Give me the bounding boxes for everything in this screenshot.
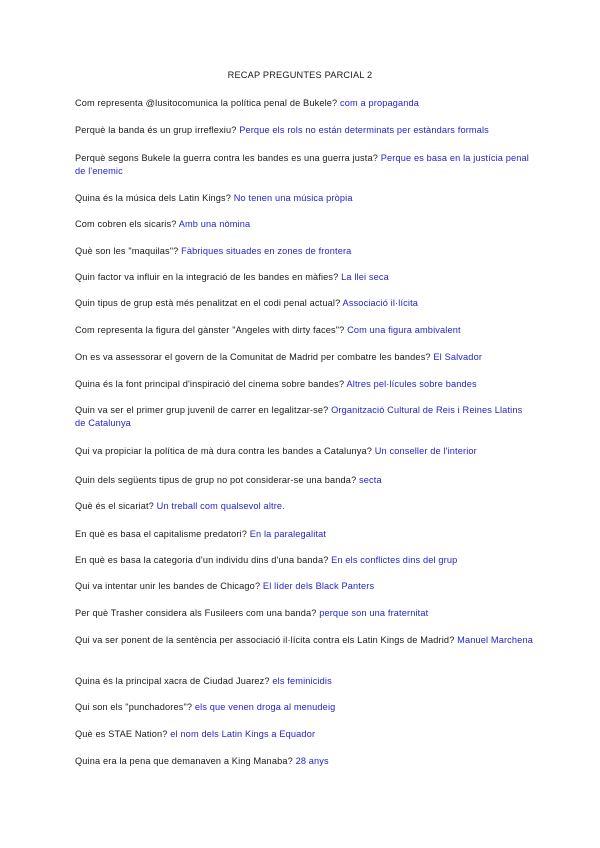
qa-item [75, 378, 535, 391]
qa-item [75, 675, 535, 688]
qa-item [75, 580, 535, 593]
qa-item [75, 192, 535, 205]
question-text: En què es basa la categoria d'un individu dins d'una banda? [75, 555, 329, 565]
qa-item [75, 351, 535, 364]
answer-text: secta [359, 475, 382, 485]
answer-text: els que venen droga al menudeig [194, 702, 336, 712]
document-title: RECAP PREGUNTES PARCIAL 2 [227, 70, 373, 80]
answer-text: Manuel Marchena [457, 635, 533, 645]
answer-text: Com una figura ambivalent [347, 325, 461, 335]
qa-item [75, 404, 535, 430]
qa-item [75, 500, 535, 513]
question-text: Quin tipus de grup està més penalitzat en el codi penal actual? [75, 298, 341, 308]
question-text: Quina és la principal xacra de Ciudad Juarez? [75, 676, 270, 686]
answer-text: Amb una nòmina [178, 219, 251, 229]
answer-text: Organització Cultural de Reis i Reines Llatins de Catalunya [75, 405, 523, 428]
answer-text: com a propaganda [340, 98, 420, 108]
question-text: Per què Trasher considera als Fusileers com una banda? [75, 608, 317, 618]
question-text: Què es STAE Nation? [75, 729, 168, 739]
answer-text: Altres pel·lícules sobre bandes [346, 379, 477, 389]
qa-item [75, 701, 535, 714]
qa-item [75, 297, 535, 310]
answer-text: El Salvador [433, 352, 483, 362]
question-text: Quina és la música dels Latin Kings? [75, 193, 232, 203]
answer-text: perque son una fraternitat [319, 608, 429, 618]
answer-text: el nom dels Latin Kings a Equador [170, 729, 316, 739]
question-text: Com representa la figura del gànster "Angeles with dirty faces"? [75, 325, 345, 335]
question-text: Què son les "maquilas"? [75, 246, 179, 256]
question-text: Qui va propiciar la política de mà dura contra les bandes a Catalunya? [75, 446, 373, 456]
answer-text: Fàbriques situades en zones de frontera [181, 246, 352, 256]
answer-text: Perque els rols no están determinats per estàndars formals [239, 125, 489, 135]
qa-item [75, 218, 535, 231]
question-text: Perquè la banda és un grup irreflexiu? [75, 125, 237, 135]
qa-item [75, 755, 535, 768]
qa-item [75, 728, 535, 741]
question-text: Quin va ser el primer grup juvenil de carrer en legalitzar-se? [75, 405, 329, 415]
question-text: Quina és la font principal d'inspiració del cinema sobre bandes? [75, 379, 345, 389]
answer-text: Perque es basa en la justícia penal de l'enemic [75, 153, 529, 176]
answer-text: La llei seca [341, 272, 389, 282]
question-text: Què és el sicariat? [75, 501, 154, 511]
question-text: Com representa @lusitocomunica la política penal de Bukele? [75, 98, 338, 108]
answer-text: 28 anys [295, 756, 329, 766]
qa-item [75, 634, 535, 647]
question-text: Qui son els "punchadores"? [75, 702, 193, 712]
answer-text: Un treball com qualsevol altre. [156, 501, 285, 511]
qa-item [75, 124, 535, 137]
qa-item [75, 324, 535, 337]
question-text: On es va assessorar el govern de la Comunitat de Madrid per combatre les bandes? [75, 352, 431, 362]
qa-item [75, 271, 535, 284]
question-text: Qui va intentar unir les bandes de Chicago? [75, 581, 261, 591]
question-text: Com cobren els sicaris? [75, 219, 177, 229]
qa-item [75, 445, 535, 458]
qa-item [75, 474, 535, 487]
answer-text: No tenen una música pròpia [233, 193, 353, 203]
qa-item [75, 97, 535, 110]
question-text: Quina era la pena que demanaven a King Manaba? [75, 756, 293, 766]
question-text: Quin dels següents tipus de grup no pot considerar-se una banda? [75, 475, 357, 485]
qa-item [75, 152, 535, 178]
answer-text: Associació il·lícita [342, 298, 419, 308]
answer-text: els feminicidis [272, 676, 332, 686]
answer-text: En la paralegalitat [249, 529, 327, 539]
qa-item [75, 528, 535, 541]
answer-text: En els conflictes dins del grup [331, 555, 458, 565]
question-text: Qui va ser ponent de la sentència per associació il·lícita contra els Latin Kings de Madrid? [75, 635, 455, 645]
qa-item [75, 607, 535, 620]
qa-item [75, 245, 535, 258]
answer-text: El líder dels Black Panters [262, 581, 375, 591]
answer-text: Un conseller de l'interior [374, 446, 477, 456]
qa-item [75, 554, 535, 567]
question-text: Quin factor va influir en la integració de les bandes en màfies? [75, 272, 339, 282]
question-text: Perquè segons Bukele la guerra contra les bandes es una guerra justa? [75, 153, 379, 163]
question-text: En què es basa el capitalisme predatori? [75, 529, 247, 539]
